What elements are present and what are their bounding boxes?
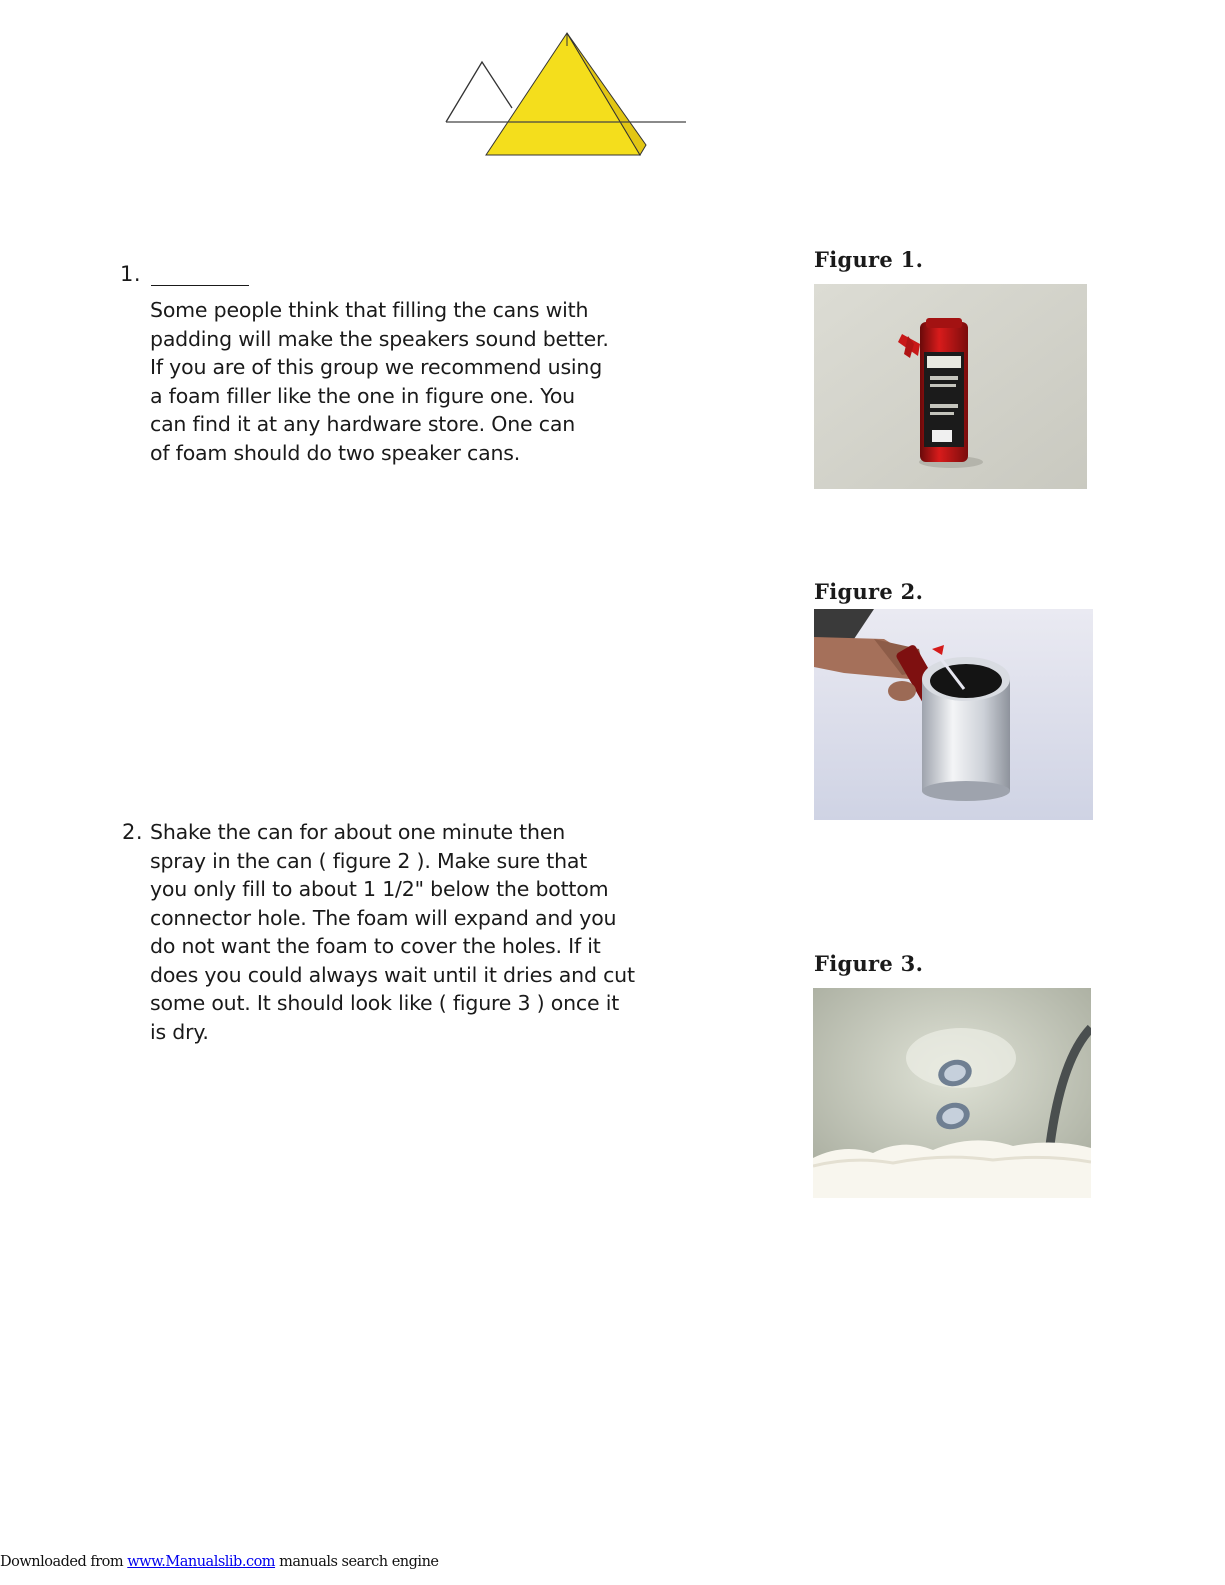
text-line: connector hole. The foam will expand and you [150, 905, 617, 930]
figure-3-photo-dried-foam [813, 988, 1091, 1198]
text-line: spray in the can ( figure 2 ). Make sure that [150, 848, 588, 873]
text-line: If you are of this group we recommend using [150, 355, 603, 379]
text-line: Some people think that filling the cans with [150, 298, 589, 322]
footer-download-note [0, 1554, 439, 1570]
figure-2-label: Figure 2. [814, 579, 924, 604]
text-line: padding will make the speakers sound better. [150, 326, 609, 351]
step-1-number: 1. [120, 262, 142, 286]
text-line: you only fill to about 1 1/2" below the bottom [150, 877, 609, 901]
text-line: is dry. [150, 1019, 209, 1044]
figure-1-label: Figure 1. [814, 247, 924, 272]
text-line: do not want the foam to cover the holes. If it [150, 934, 601, 958]
step-2-text [150, 818, 635, 1046]
footer-prefix: Downloaded from [0, 1554, 128, 1570]
manualslib-link[interactable]: www.Manualslib.com [127, 1554, 276, 1570]
text-line: a foam filler like the one in figure one. You [150, 383, 575, 408]
figure-2-photo-spraying-foam [814, 609, 1093, 820]
figure-3-label: Figure 3. [814, 951, 924, 976]
figure-1-photo-foam-can [814, 284, 1087, 489]
step-1-text [150, 296, 609, 467]
text-line: of foam should do two speaker cans. [150, 440, 521, 465]
step-2-number: 2. [122, 820, 144, 844]
footer-suffix: manuals search engine [275, 1554, 439, 1570]
text-line: can find it at any hardware store. One can [150, 412, 575, 436]
step-1-title-blank [151, 285, 249, 286]
text-line: some out. It should look like ( figure 3 ) once it [150, 991, 620, 1015]
text-line: Shake the can for about one minute then [150, 820, 566, 844]
text-line: does you could always wait until it dries and cut [150, 962, 635, 987]
pyramid-logo [440, 30, 690, 160]
